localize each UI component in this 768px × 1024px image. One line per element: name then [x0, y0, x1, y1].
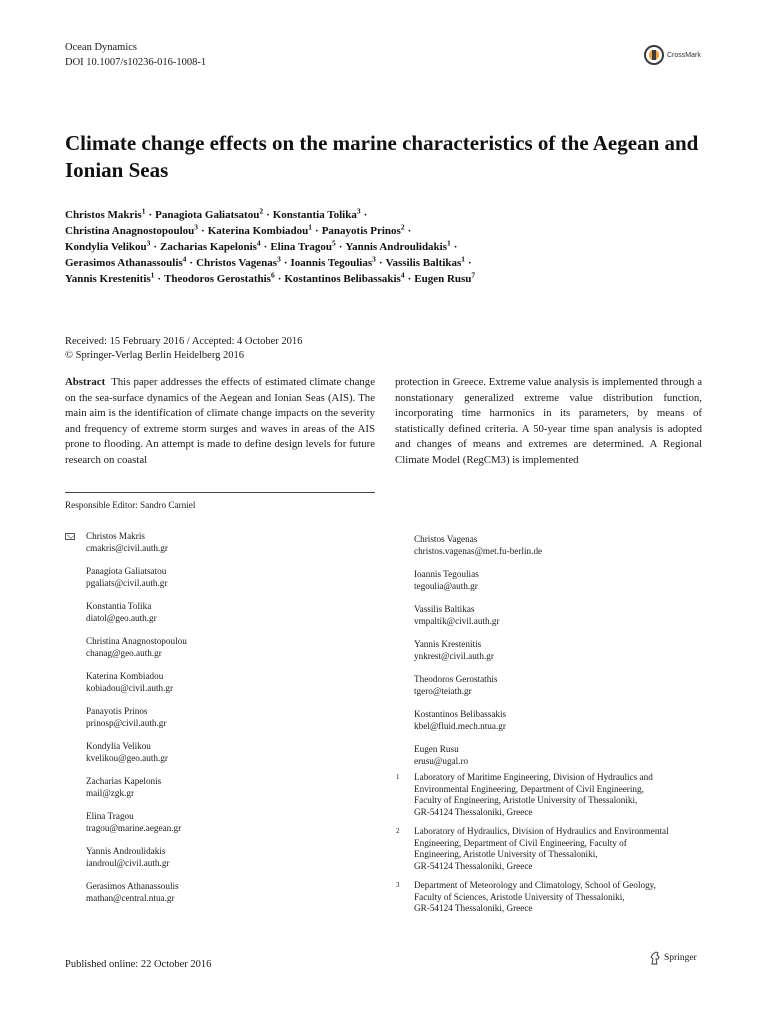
author-name[interactable]: Elina Tragou$^5$ — [270, 238, 336, 253]
contact-name: Christina Anagnostopoulou — [86, 636, 187, 646]
contact-email[interactable]: tragou@marine.aegean.gr — [86, 822, 182, 833]
author-name[interactable]: Kostantinos Belibassakis$^4$ — [284, 270, 405, 285]
author-separator: · — [378, 257, 383, 269]
author-name[interactable]: Christos Vagenas$^3$ — [196, 254, 281, 269]
contact-entry — [86, 601, 375, 624]
contact-name: Ioannis Tegoulias — [414, 569, 479, 579]
contact-entry — [86, 671, 375, 694]
journal-header — [65, 40, 206, 70]
author-separator: · — [263, 241, 268, 253]
contact-entry — [414, 604, 714, 627]
contact-entry — [86, 531, 375, 554]
contact-email[interactable]: tgero@teiath.gr — [414, 685, 472, 696]
contact-entry — [86, 846, 375, 869]
author-separator: · — [157, 273, 162, 285]
contact-entry — [414, 639, 714, 662]
contact-entry — [414, 744, 714, 767]
author-separator: · — [277, 273, 282, 285]
contact-name: Elina Tragou — [86, 811, 134, 821]
contact-name: Yannis Krestenitis — [414, 639, 482, 649]
contact-email[interactable]: kvelikou@geo.auth.gr — [86, 752, 168, 763]
affiliation-text: Department of Meteorology and Climatology, School of Geology, Faculty of Sciences, Aristotle University of Thessaloniki, GR-54124 Thessaloniki, Greece — [414, 880, 656, 913]
affiliation-number: 1 — [396, 773, 400, 781]
crossmark-logo[interactable] — [644, 44, 714, 66]
contact-email[interactable]: vmpaltik@civil.auth.gr — [414, 615, 500, 626]
author-separator: · — [315, 225, 319, 237]
contact-email[interactable]: chanag@geo.auth.gr — [86, 647, 162, 658]
author-separator: · — [266, 209, 270, 221]
contact-name: Vassilis Baltikas — [414, 604, 475, 614]
contact-name: Gerasimos Athanassoulis — [86, 881, 179, 891]
author-separator: · — [283, 257, 288, 269]
crossmark-label: CrossMark — [667, 51, 701, 59]
contacts-left-column — [65, 531, 375, 916]
contact-name: Christos Makris — [86, 531, 145, 541]
author-name[interactable]: Zacharias Kapelonis$^4$ — [160, 238, 261, 253]
author-separator: · — [468, 257, 472, 269]
contact-entry — [86, 566, 375, 589]
author-name[interactable]: Katerina Kombiadou$^1$ — [207, 222, 313, 237]
contact-entry — [86, 811, 375, 834]
author-separator: · — [363, 209, 368, 221]
affiliations-list — [396, 772, 716, 923]
author-name[interactable]: Konstantia Tolika$^3$ — [272, 206, 361, 221]
author-name[interactable]: Panayotis Prinos$^2$ — [321, 222, 405, 237]
crossmark-icon — [644, 45, 664, 65]
abstract-left-column — [65, 375, 375, 468]
paper-title: Climate change effects on the marine characteristics of the Aegean and Ionian Seas — [65, 131, 699, 182]
affiliation — [396, 880, 716, 915]
contact-email[interactable]: erusu@ugal.ro — [414, 755, 469, 766]
contact-email[interactable]: diatol@geo.auth.gr — [86, 612, 157, 623]
contacts-right-column — [414, 534, 714, 779]
affiliation-text: Laboratory of Maritime Engineering, Division of Hydraulics and Environmental Engineering, Department of Civil Engineering, Faculty of Engineering, Aristotle University of Thessaloniki, GR-54124 Thessaloniki, Greece — [414, 772, 653, 817]
contact-name: Katerina Kombiadou — [86, 671, 164, 681]
affiliation — [396, 826, 716, 872]
author-name[interactable]: Panagiota Galiatsatou$^2$ — [155, 206, 264, 221]
contact-entry — [86, 776, 375, 799]
contact-entry — [86, 636, 375, 659]
contact-email[interactable]: pgaliats@civil.auth.gr — [86, 577, 168, 588]
affiliation-number: 2 — [396, 827, 400, 835]
author-separator: · — [153, 241, 158, 253]
contact-name: Kostantinos Belibassakis — [414, 709, 507, 719]
contact-name: Yannis Androulidakis — [86, 846, 166, 856]
contact-name: Theodoros Gerostathis — [414, 674, 498, 684]
responsible-editor: Responsible Editor: Sandro Carniel — [65, 500, 196, 510]
affiliation — [396, 772, 716, 818]
author-name[interactable]: Christina Anagnostopoulou$^3$ — [65, 222, 199, 237]
copyright: © Springer-Verlag Berlin Heidelberg 2016 — [65, 350, 245, 361]
author-separator: · — [407, 273, 412, 285]
contact-entry — [414, 534, 714, 557]
author-separator: · — [189, 257, 194, 269]
envelope-icon — [65, 533, 75, 540]
contact-email[interactable]: kbel@fluid.mech.ntua.gr — [414, 720, 506, 731]
contact-entry — [86, 881, 375, 904]
springer-horse-icon — [649, 951, 661, 965]
author-name[interactable]: Ioannis Tegoulias$^3$ — [290, 254, 376, 269]
affiliation-number: 3 — [396, 881, 400, 889]
abstract-text-left: This paper addresses the effects of estimated climate change on the sea-surface dynamics of the Aegean and Ionian Seas (AIS). The main aim is the identification of climate change impacts on the severity and frequency of extreme storm surges and waves in areas of the AIS prone to flooding. An attempt is made to define design levels for future research on coastal — [65, 376, 375, 466]
author-name[interactable]: Christos Makris$^1$ — [65, 206, 146, 221]
contact-email[interactable]: iandroul@civil.auth.gr — [86, 857, 170, 868]
contact-name: Panagiota Galiatsatou — [86, 566, 167, 576]
journal-name: Ocean Dynamics — [65, 42, 138, 53]
author-name[interactable]: Kondylia Velikou$^3$ — [65, 238, 151, 253]
received-accepted: Received: 15 February 2016 / Accepted: 4 October 2016 — [65, 336, 303, 347]
author-name[interactable]: Vassilis Baltikas$^1$ — [385, 254, 466, 269]
contact-name: Christos Vagenas — [414, 534, 478, 544]
abstract-label: Abstract — [65, 376, 106, 388]
author-list — [65, 207, 705, 287]
contact-entry — [414, 674, 714, 697]
contact-entry — [414, 709, 714, 732]
contact-entry — [86, 741, 375, 764]
springer-logo — [649, 951, 697, 965]
affiliation-text: Laboratory of Hydraulics, Division of Hydraulics and Environmental Engineering, Department of Civil Engineering, Faculty of Engineering, Aristotle University of Thessaloniki, GR-54124 Thessaloniki, Greece — [414, 826, 669, 871]
author-name[interactable]: Yannis Krestenitis$^1$ — [65, 270, 155, 285]
abstract-text-right: protection in Greece. Extreme value analysis is implemented through a nonstationary generalized extreme value distribution function, incorporating time harmonics in its parameters, by means of statistically defined criteria. A 50-year time span analysis is adopted and changes of means and extremes are determined. A Regional Climate Model (RegCM3) is implemented — [395, 376, 702, 466]
doi[interactable]: DOI 10.1007/s10236-016-1008-1 — [65, 57, 207, 68]
author-name[interactable]: Gerasimos Athanassoulis$^4$ — [65, 254, 187, 269]
author-separator: · — [338, 241, 343, 253]
contact-email[interactable]: mail@zgk.gr — [86, 787, 135, 798]
publication-dates — [65, 335, 302, 363]
footnote-divider — [65, 492, 375, 493]
author-separator: · — [407, 225, 412, 237]
contact-name: Panayotis Prinos — [86, 706, 148, 716]
contact-email[interactable]: mathan@central.ntua.gr — [86, 892, 175, 903]
published-online: Published online: 22 October 2016 — [65, 959, 212, 970]
contact-email[interactable]: kobiadou@civil.auth.gr — [86, 682, 174, 693]
author-name[interactable]: Theodoros Gerostathis$^6$ — [164, 270, 275, 285]
contact-email[interactable]: tegoulia@auth.gr — [414, 580, 478, 591]
contact-entry — [414, 569, 714, 592]
contact-name: Konstantia Tolika — [86, 601, 152, 611]
abstract-right-column — [395, 375, 702, 468]
author-separator: · — [201, 225, 205, 237]
author-separator: · — [148, 209, 153, 221]
contact-email[interactable]: prinosp@civil.auth.gr — [86, 717, 167, 728]
author-name[interactable]: Yannis Androulidakis$^1$ — [345, 238, 451, 253]
contact-name: Eugen Rusu — [414, 744, 459, 754]
author-name[interactable]: Eugen Rusu$^7$ — [414, 270, 476, 285]
contact-email[interactable]: christos.vagenas@met.fu-berlin.de — [414, 545, 543, 556]
springer-label: Springer — [664, 953, 697, 963]
author-separator: · — [453, 241, 458, 253]
contact-entry — [86, 706, 375, 729]
contact-name: Kondylia Velikou — [86, 741, 151, 751]
contact-email[interactable]: cmakris@civil.auth.gr — [86, 542, 168, 553]
contact-email[interactable]: ynkrest@civil.auth.gr — [414, 650, 494, 661]
contact-name: Zacharias Kapelonis — [86, 776, 162, 786]
